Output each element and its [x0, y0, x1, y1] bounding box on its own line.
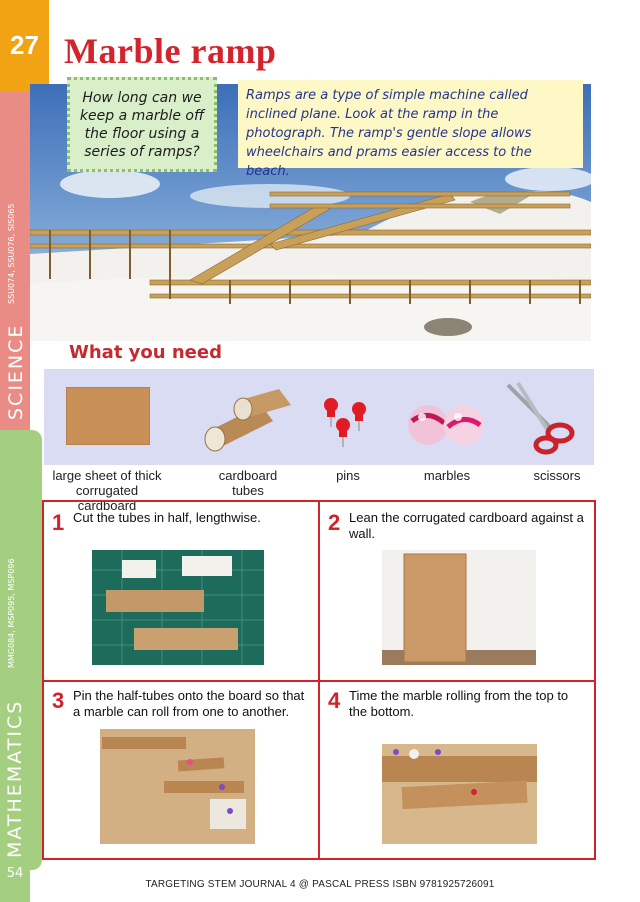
cardboard-tubes-image: [199, 383, 294, 453]
page-footer: TARGETING STEM JOURNAL 4 @ PASCAL PRESS ISBN 9781925726091: [145, 879, 495, 890]
scissors-image: [504, 381, 580, 457]
step-3-text: Pin the half-tubes onto the board so that a marble can roll from one to another.: [73, 688, 305, 719]
material-tubes-label: cardboard tubes: [218, 468, 278, 498]
cardboard-sheet-image: [66, 387, 150, 445]
step-1-number: 1: [52, 510, 65, 535]
marbles-image: [406, 399, 490, 447]
what-you-need-heading: What you need: [69, 342, 222, 363]
science-codes: SSU074, SSU076, SIS065: [7, 203, 16, 304]
step-1-text: Cut the tubes in half, lengthwise.: [73, 510, 261, 525]
steps-grid: [42, 500, 596, 860]
question-card: How long can we keep a marble off the floor using a series of ramps?: [67, 77, 217, 172]
step-1-photo: [92, 550, 264, 665]
step-2-number: 2: [328, 510, 341, 535]
material-pins-label: pins: [336, 468, 360, 483]
page-number: 54: [6, 866, 24, 881]
material-marbles-label: marbles: [423, 468, 471, 483]
step-3-photo: [100, 729, 255, 844]
material-cardboard-label: large sheet of thick corrugated cardboard: [52, 468, 162, 513]
activity-number: 27: [10, 30, 39, 60]
material-scissors-label: scissors: [533, 468, 581, 483]
steps-divider-vertical: [318, 502, 320, 858]
step-3-number: 3: [52, 688, 65, 713]
science-label: SCIENCE: [5, 323, 27, 420]
pins-image: [319, 393, 379, 449]
step-4-photo: [382, 744, 537, 844]
mathematics-label: MATHEMATICS: [4, 699, 26, 858]
info-note: Ramps are a type of simple machine called inclined plane. Look at the ramp in the photograph. The ramp's gentle slope allows wheelchairs and prams easier access to the beach.: [238, 80, 583, 168]
materials-band: [44, 369, 594, 465]
step-4-number: 4: [328, 688, 341, 713]
step-4-text: Time the marble rolling from the top to the bottom.: [349, 688, 569, 719]
step-2-photo: [382, 550, 536, 665]
mathematics-codes: MMG084, MSP095, MSP096: [7, 558, 16, 668]
page-title: Marble ramp: [64, 31, 277, 71]
step-2-text: Lean the corrugated cardboard against a wall.: [349, 510, 584, 541]
